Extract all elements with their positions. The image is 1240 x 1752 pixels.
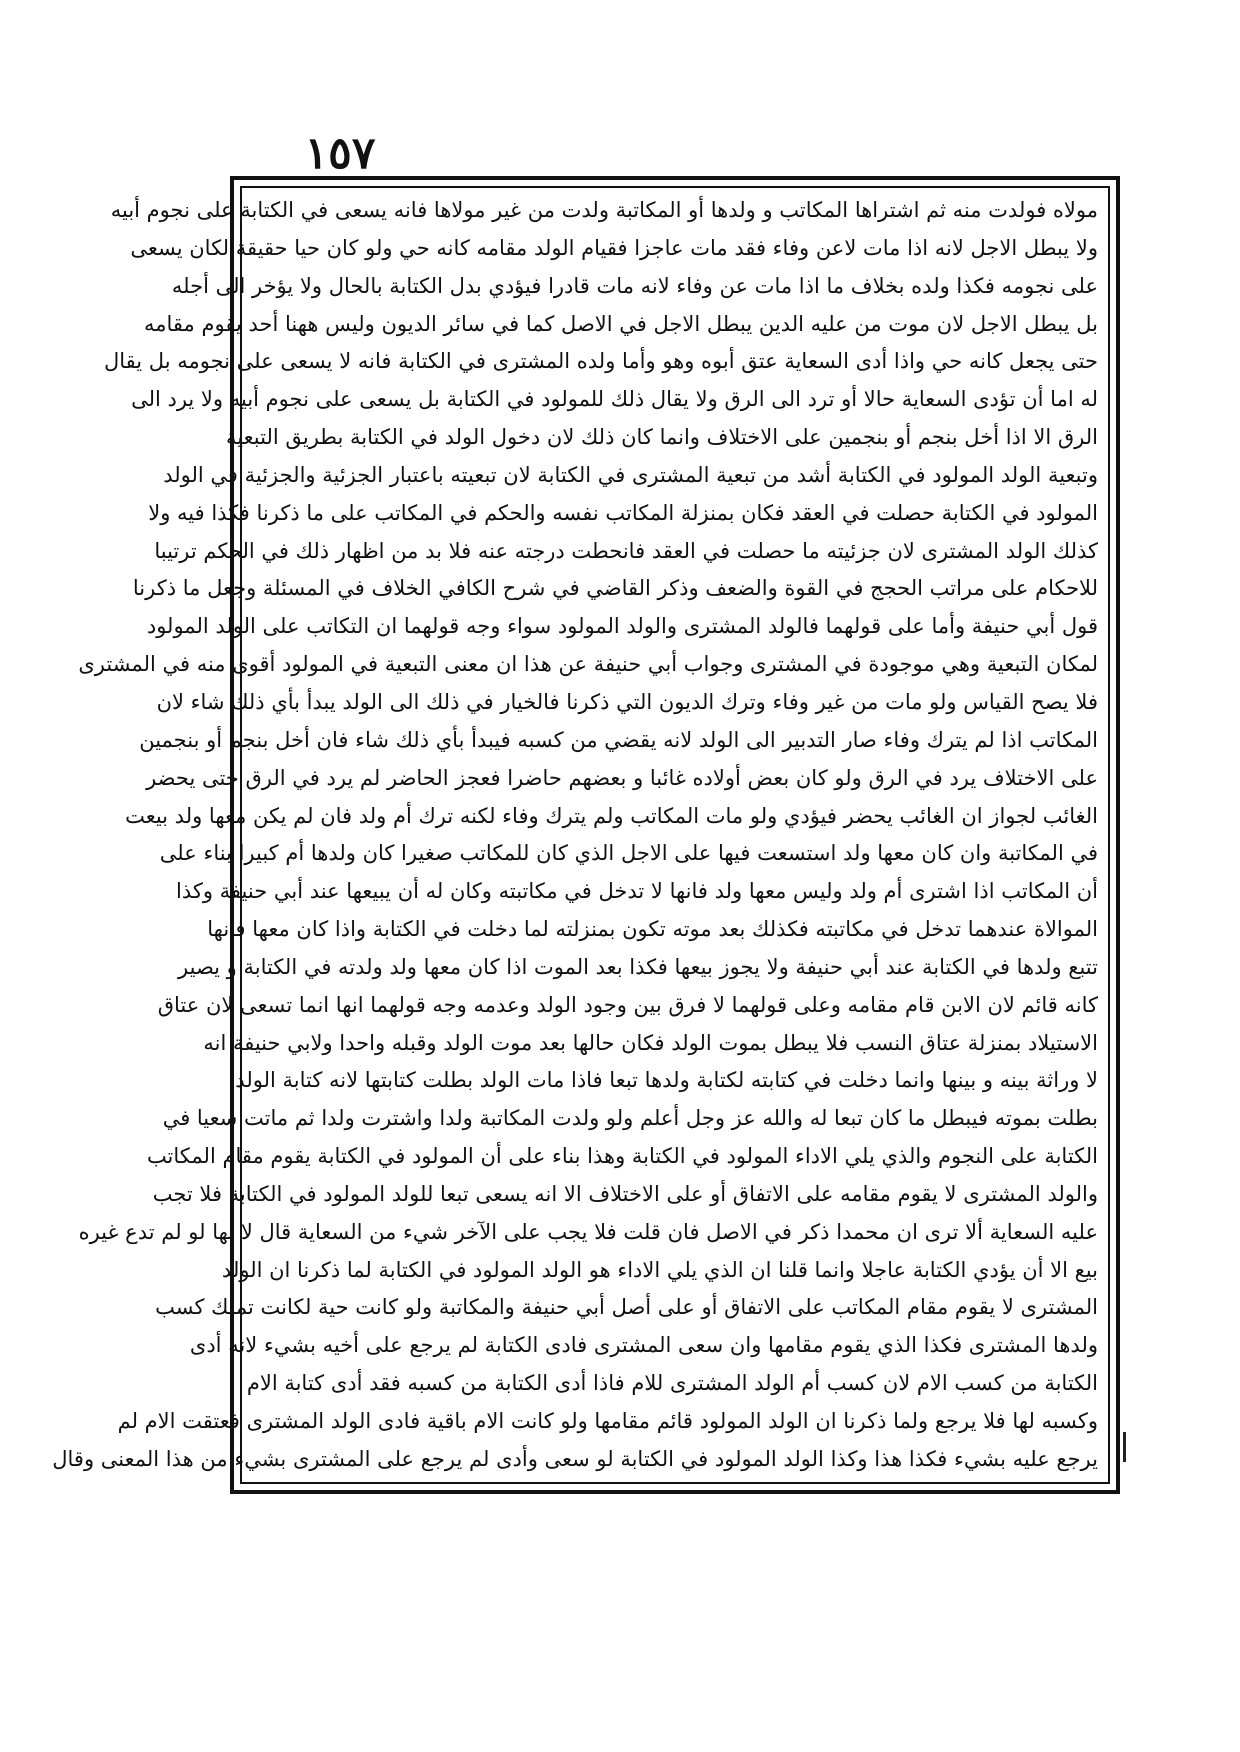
text-line: كذلك الولد المشترى لان جزئيته ما حصلت في العقد فانحطت درجته عنه فلا بد من اظهار ذلك في الحكم ترتيبا <box>154 538 1098 563</box>
text-frame <box>52 186 1110 1484</box>
text-line: لمكان التبعية وهي موجودة في المشترى وجواب أبي حنيفة عن هذا ان معنى التبعية في المولود أقوى منه في المشترى <box>78 652 1098 677</box>
text-line: عليه السعاية ألا ترى ان محمدا ذكر في الاصل فان قلت فلا يجب على الآخر شيء من السعاية قال لا نها لو لم تدع غيره <box>78 1219 1098 1244</box>
text-line: ولدها المشترى فكذا الذي يقوم مقامها وان سعى المشترى فادى الكتابة لم يرجع على أخيه بشيء لانه أدى <box>189 1333 1098 1358</box>
text-line: تتبع ولدها في الكتابة عند أبي حنيفة ولا يجوز بيعها فكذا بعد الموت اذا كان معها ولد ولدته في الكتابة و يصير <box>178 954 1098 979</box>
text-line: وكسبه لها فلا يرجع ولما ذكرنا ان الولد المولود قائم مقامها ولو كانت الام باقية فادى الولد المشترى فعتقت الام لم <box>117 1409 1098 1433</box>
text-line: قول أبي حنيفة وأما على قولهما فالولد المشترى والولد المولود سواء وجه قولهما ان التكاتب على الولد المولود <box>146 614 1098 639</box>
text-line: الموالاة عندهما تدخل في مكاتبته فكذلك بعد موته تكون بمنزلته لما دخلت في الكتابة واذا كان معها فانها <box>207 917 1098 942</box>
page-number: ١٥٧ <box>304 128 376 179</box>
text-line: بل يبطل الاجل لان موت من عليه الدين يبطل الاجل في الاصل كما في سائر الديون وليس ههنا أحد يقوم مقامه <box>144 311 1098 336</box>
margin-mark <box>1123 1432 1126 1462</box>
text-line: له اما أن تؤدى السعاية حالا أو ترد الى الرق ولا يقال ذلك للمولود في الكتابة بل يسعى على نجوم أبيه ولا يرد الى <box>131 387 1098 412</box>
text-line: بطلت بموته فيبطل ما كان تبعا له والله عز وجل أعلم ولو ولدت المكاتبة ولدا واشترت ولدا ثم ماتت سعيا في <box>162 1106 1098 1131</box>
body-text <box>52 192 1098 1478</box>
text-line: الرق الا اذا أخل بنجم أو بنجمين على الاختلاف وانما كان ذلك لان دخول الولد في الكتابة بطريق التبعية <box>226 425 1098 450</box>
text-line: فلا يصح القياس ولو مات من غير وفاء وترك الديون التي ذكرنا فالخيار في ذلك الى الولد يبدأ بأي ذلك شاء لان <box>156 689 1098 714</box>
text-line: يرجع عليه بشيء فكذا هذا وكذا الولد المولود في الكتابة لو سعى وأدى لم يرجع على المشترى بشيء من هذا المعنى وقال <box>52 1446 1098 1471</box>
text-line: للاحكام على مراتب الحجج في القوة والضعف وذكر القاضي في شرح الكافي الخلاف في المسئلة وجعل ما ذكرنا <box>132 576 1098 601</box>
text-line: ولا يبطل الاجل لانه اذا مات لاعن وفاء فقد مات عاجزا فقيام الولد مقامه كانه حي ولو كان حيا حقيقة لكان يسعى <box>130 235 1098 260</box>
text-line: حتى يجعل كانه حي واذا أدى السعاية عتق أبوه وهو وأما ولده المشترى في الكتابة فانه لا يسعى على نجومه بل يقال <box>104 349 1098 374</box>
text-line: الاستيلاد بمنزلة عتاق النسب فلا يبطل بموت الولد فكان حالها بعد موت الولد وقبله واحدا ولابي حنيفة انه <box>203 1030 1098 1055</box>
text-line: على نجومه فكذا ولده بخلاف ما اذا مات عن وفاء لانه مات قادرا فيؤدي بدل الكتابة بالحال ولا يؤخر الى أجله <box>171 273 1098 298</box>
text-line: مولاه فولدت منه ثم اشتراها المكاتب و ولدها أو المكاتبة ولدت من غير مولاها فانه يسعى في الكتابة على نجوم أبيه <box>110 198 1098 222</box>
text-line: بيع الا أن يؤدي الكتابة عاجلا وانما قلنا ان الذي يلي الاداء هو الولد المولود في الكتابة لما ذكرنا ان الولد <box>221 1257 1098 1282</box>
text-line: المولود في الكتابة حصلت في العقد فكان بمنزلة المكاتب نفسه والحكم في المكاتب على ما ذكرنا فكذا فيه ولا <box>148 500 1098 525</box>
text-line: في المكاتبة وان كان معها ولد استسعت فيها على الاجل الذي كان للمكاتب صغيرا كان ولدها أم كبيرا بناء على <box>159 841 1098 866</box>
text-line: الكتابة على النجوم والذي يلي الاداء المولود في الكتابة وهذا بناء على أن المولود في الكتابة يقوم مقام المكاتب <box>146 1144 1098 1169</box>
text-line: المكاتب اذا لم يترك وفاء صار التدبير الى الولد لانه يقضي من كسبه فيبدأ بأي ذلك شاء فان أخل بنجم أو بنجمين <box>139 727 1098 752</box>
text-line: المشترى لا يقوم مقام المكاتب على الاتفاق أو على أصل أبي حنيفة والمكاتبة ولو كانت حية لكانت تملك كسب <box>155 1295 1098 1320</box>
text-line: الغائب لجواز ان الغائب يحضر فيؤدي ولو مات المكاتب ولم يترك وفاء لكنه ترك أم ولد فان لم يكن معها ولد بيعت <box>125 803 1098 828</box>
text-line: وتبعية الولد المولود في الكتابة أشد من تبعية المشترى في الكتابة لان تبعيته باعتبار الجزئية والجزئية في الولد <box>163 462 1098 487</box>
page-border <box>52 176 1120 1494</box>
text-line: على الاختلاف يرد في الرق ولو كان بعض أولاده غائبا و بعضهم حاضرا فعجز الحاضر لم يرد في الرق حتى يحضر <box>146 765 1098 790</box>
text-line: أن المكاتب اذا اشترى أم ولد وليس معها ولد فانها لا تدخل في مكاتبته وكان له أن يبيعها عند أبي حنيفة وكذا <box>175 879 1098 904</box>
text-line: والولد المشترى لا يقوم مقامه على الاتفاق أو على الاختلاف الا انه يسعى تبعا للولد المولود في الكتابة فلا تجب <box>152 1181 1098 1206</box>
text-line: الكتابة من كسب الام لان كسب أم الولد المشترى للام فاذا أدى الكتابة من كسبه فقد أدى كتابة الام <box>246 1371 1098 1396</box>
text-line: كانه قائم لان الابن قام مقامه وعلى قولهما لا فرق بين وجود الولد وعدمه وجه قولهما انها انما تسعى لان عتاق <box>157 992 1098 1017</box>
text-line: لا وراثة بينه و بينها وانما دخلت في كتابته لكتابة ولدها تبعا فاذا مات الولد بطلت كتابتها لانه كتابة الولد <box>235 1068 1098 1093</box>
